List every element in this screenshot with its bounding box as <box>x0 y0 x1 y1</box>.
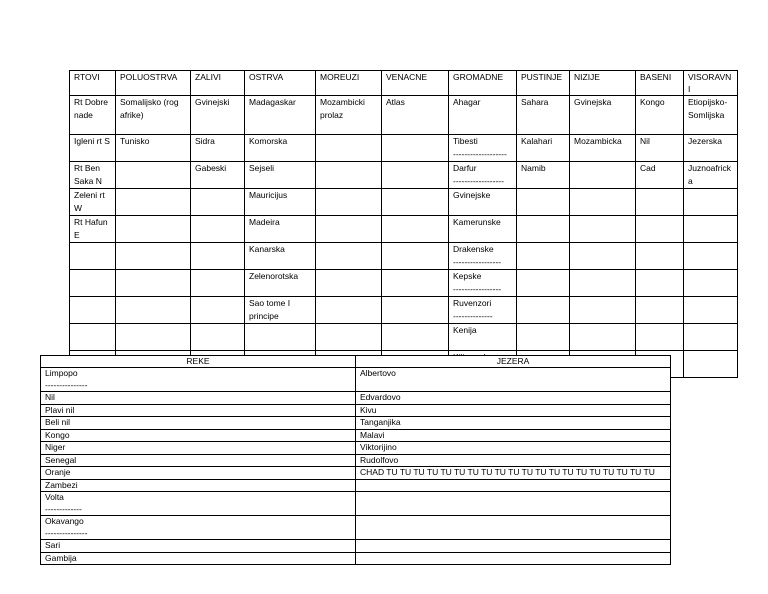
table-cell <box>316 135 382 162</box>
table-row <box>70 243 738 270</box>
table-cell: Rt Hafun E <box>70 216 116 243</box>
table-cell <box>684 270 738 297</box>
river-cell: Beli nil <box>41 417 356 430</box>
table-cell: Sidra <box>191 135 245 162</box>
table-cell: Drakenske ----------------- <box>449 243 517 270</box>
table-cell: Kenija <box>449 324 517 351</box>
table-cell: Juznoafricka <box>684 162 738 189</box>
table-cell <box>70 324 116 351</box>
column-header-baseni: BASENI <box>636 71 684 96</box>
river-cell: Sari <box>41 540 356 553</box>
table-cell <box>636 189 684 216</box>
table-cell <box>116 162 191 189</box>
lake-cell: Kivu <box>356 404 671 417</box>
rivers-lakes-table <box>40 355 671 565</box>
table-cell <box>191 243 245 270</box>
table-cell: Kongo <box>636 96 684 135</box>
table-cell <box>684 189 738 216</box>
column-header-gromadne: GROMADNE <box>449 71 517 96</box>
table-cell: Gvinejski <box>191 96 245 135</box>
table-cell: Somalijsko (rog afrike) <box>116 96 191 135</box>
table-cell: Mauricijus <box>245 189 316 216</box>
river-cell: Volta ------------- <box>41 492 356 516</box>
table-cell: Darfur ------------------ <box>449 162 517 189</box>
table-cell: Sejseli <box>245 162 316 189</box>
table-cell <box>517 243 570 270</box>
table-cell <box>636 270 684 297</box>
lake-cell: Edvardovo <box>356 392 671 405</box>
lake-cell <box>356 492 671 516</box>
table-row <box>41 492 671 516</box>
table-cell <box>684 216 738 243</box>
table-row <box>41 404 671 417</box>
table-cell: Rt Dobre nade <box>70 96 116 135</box>
table-cell: Kepske ----------------- <box>449 270 517 297</box>
table-cell <box>116 324 191 351</box>
column-header-ostrva: OSTRVA <box>245 71 316 96</box>
table-cell: Gvinejske <box>449 189 517 216</box>
table-cell <box>116 216 191 243</box>
rivers-header: REKE <box>41 356 356 368</box>
river-cell: Okavango --------------- <box>41 516 356 540</box>
table-cell: Cad <box>636 162 684 189</box>
table-cell: Igleni rt S <box>70 135 116 162</box>
table-cell <box>70 270 116 297</box>
table-cell <box>517 270 570 297</box>
table-cell: Kamerunske <box>449 216 517 243</box>
lake-cell: Viktorijino <box>356 442 671 455</box>
table-cell: Madeira <box>245 216 316 243</box>
column-header-nizije: NIZIJE <box>570 71 636 96</box>
table-cell <box>116 189 191 216</box>
table-cell <box>191 270 245 297</box>
lake-cell: Albertovo <box>356 368 671 392</box>
table-row <box>70 270 738 297</box>
table-cell <box>116 243 191 270</box>
table-row <box>41 467 671 480</box>
column-header-moreuzi: MOREUZI <box>316 71 382 96</box>
table-row <box>70 324 738 351</box>
lakes-header: JEZERA <box>356 356 671 368</box>
table-row <box>41 368 671 392</box>
lake-cell: Tanganjika <box>356 417 671 430</box>
table-cell <box>316 189 382 216</box>
table-cell <box>316 270 382 297</box>
table-cell: Gvinejska <box>570 96 636 135</box>
table-cell <box>636 297 684 324</box>
lake-cell <box>356 540 671 553</box>
column-header-rtovi: RTOVI <box>70 71 116 96</box>
river-cell: Zambezi <box>41 479 356 492</box>
table-cell <box>191 297 245 324</box>
table-cell: Komorska <box>245 135 316 162</box>
lake-cell <box>356 479 671 492</box>
table-cell <box>382 270 449 297</box>
geography-table <box>69 70 738 378</box>
table-cell <box>570 189 636 216</box>
table-cell: Etiopijsko-Somlijska <box>684 96 738 135</box>
lake-cell: Rudolfovo <box>356 454 671 467</box>
table-cell: Nil <box>636 135 684 162</box>
table-cell: Jezerska <box>684 135 738 162</box>
column-header-poluostrva: POLUOSTRVA <box>116 71 191 96</box>
column-header-pustinje: PUSTINJE <box>517 71 570 96</box>
river-cell: Niger <box>41 442 356 455</box>
lake-cell <box>356 516 671 540</box>
table-cell <box>636 324 684 351</box>
column-header-venacne: VENACNE <box>382 71 449 96</box>
table-cell <box>191 324 245 351</box>
river-cell: Nil <box>41 392 356 405</box>
lake-cell: CHAD TU TU TU TU TU TU TU TU TU TU TU TU TU TU TU TU TU TU TU TU <box>356 467 671 480</box>
table-cell: Kanarska <box>245 243 316 270</box>
table-cell <box>316 324 382 351</box>
table-cell <box>382 297 449 324</box>
table-cell <box>382 216 449 243</box>
table-cell <box>684 351 738 378</box>
river-cell: Senegal <box>41 454 356 467</box>
table-row <box>41 454 671 467</box>
table-cell <box>517 216 570 243</box>
table-row <box>70 189 738 216</box>
table-row <box>70 135 738 162</box>
table-cell <box>517 189 570 216</box>
table-row <box>70 96 738 135</box>
lake-cell <box>356 552 671 565</box>
table-cell <box>517 297 570 324</box>
table-cell <box>636 243 684 270</box>
river-cell: Oranje <box>41 467 356 480</box>
table-row <box>41 392 671 405</box>
table-cell <box>570 324 636 351</box>
table-cell: Kalahari <box>517 135 570 162</box>
river-cell: Limpopo --------------- <box>41 368 356 392</box>
table-cell: Gabeski <box>191 162 245 189</box>
column-header-visoravni: VISORAVNI <box>684 71 738 96</box>
table-cell <box>245 324 316 351</box>
table-cell <box>517 324 570 351</box>
table-row <box>41 479 671 492</box>
table-cell <box>116 270 191 297</box>
table-cell: Mozambicki prolaz <box>316 96 382 135</box>
table-row <box>41 429 671 442</box>
table-cell <box>316 243 382 270</box>
table-row <box>41 552 671 565</box>
table-cell <box>116 297 191 324</box>
river-cell: Kongo <box>41 429 356 442</box>
table-cell: Rt Ben Saka N <box>70 162 116 189</box>
lake-cell: Malavi <box>356 429 671 442</box>
table-cell <box>684 297 738 324</box>
table-cell <box>191 189 245 216</box>
table-row <box>70 297 738 324</box>
table-cell: Atlas <box>382 96 449 135</box>
rivers-lakes-header-row <box>41 356 671 368</box>
table-row <box>70 162 738 189</box>
table-cell <box>570 297 636 324</box>
table-cell <box>382 189 449 216</box>
table-cell: Mozambicka <box>570 135 636 162</box>
table-cell: Tunisko <box>116 135 191 162</box>
table-cell <box>70 297 116 324</box>
table-cell <box>684 243 738 270</box>
column-header-zalivi: ZALIVI <box>191 71 245 96</box>
table-cell <box>382 324 449 351</box>
table-cell <box>570 243 636 270</box>
table-cell: Sao tome I principe <box>245 297 316 324</box>
table-cell: Ruvenzori -------------- <box>449 297 517 324</box>
table-cell <box>70 243 116 270</box>
table-cell <box>382 243 449 270</box>
table-cell <box>316 216 382 243</box>
table-cell <box>570 216 636 243</box>
table-cell <box>636 216 684 243</box>
table-cell: Sahara <box>517 96 570 135</box>
table-cell <box>382 135 449 162</box>
table-row <box>41 540 671 553</box>
table-cell: Madagaskar <box>245 96 316 135</box>
table-cell <box>570 162 636 189</box>
table-cell <box>316 162 382 189</box>
table-cell <box>316 297 382 324</box>
river-cell: Plavi nil <box>41 404 356 417</box>
table-row <box>70 216 738 243</box>
table-row <box>41 442 671 455</box>
table-cell <box>570 270 636 297</box>
river-cell: Gambija <box>41 552 356 565</box>
table-cell: Zeleni rt W <box>70 189 116 216</box>
table-row <box>41 516 671 540</box>
table-row <box>41 417 671 430</box>
table-cell <box>191 216 245 243</box>
table-cell: Zelenorotska <box>245 270 316 297</box>
table-cell: Tibesti ------------------- <box>449 135 517 162</box>
geography-header-row <box>70 71 738 96</box>
table-cell <box>382 162 449 189</box>
table-cell: Ahagar <box>449 96 517 135</box>
table-cell: Namib <box>517 162 570 189</box>
table-cell <box>684 324 738 351</box>
